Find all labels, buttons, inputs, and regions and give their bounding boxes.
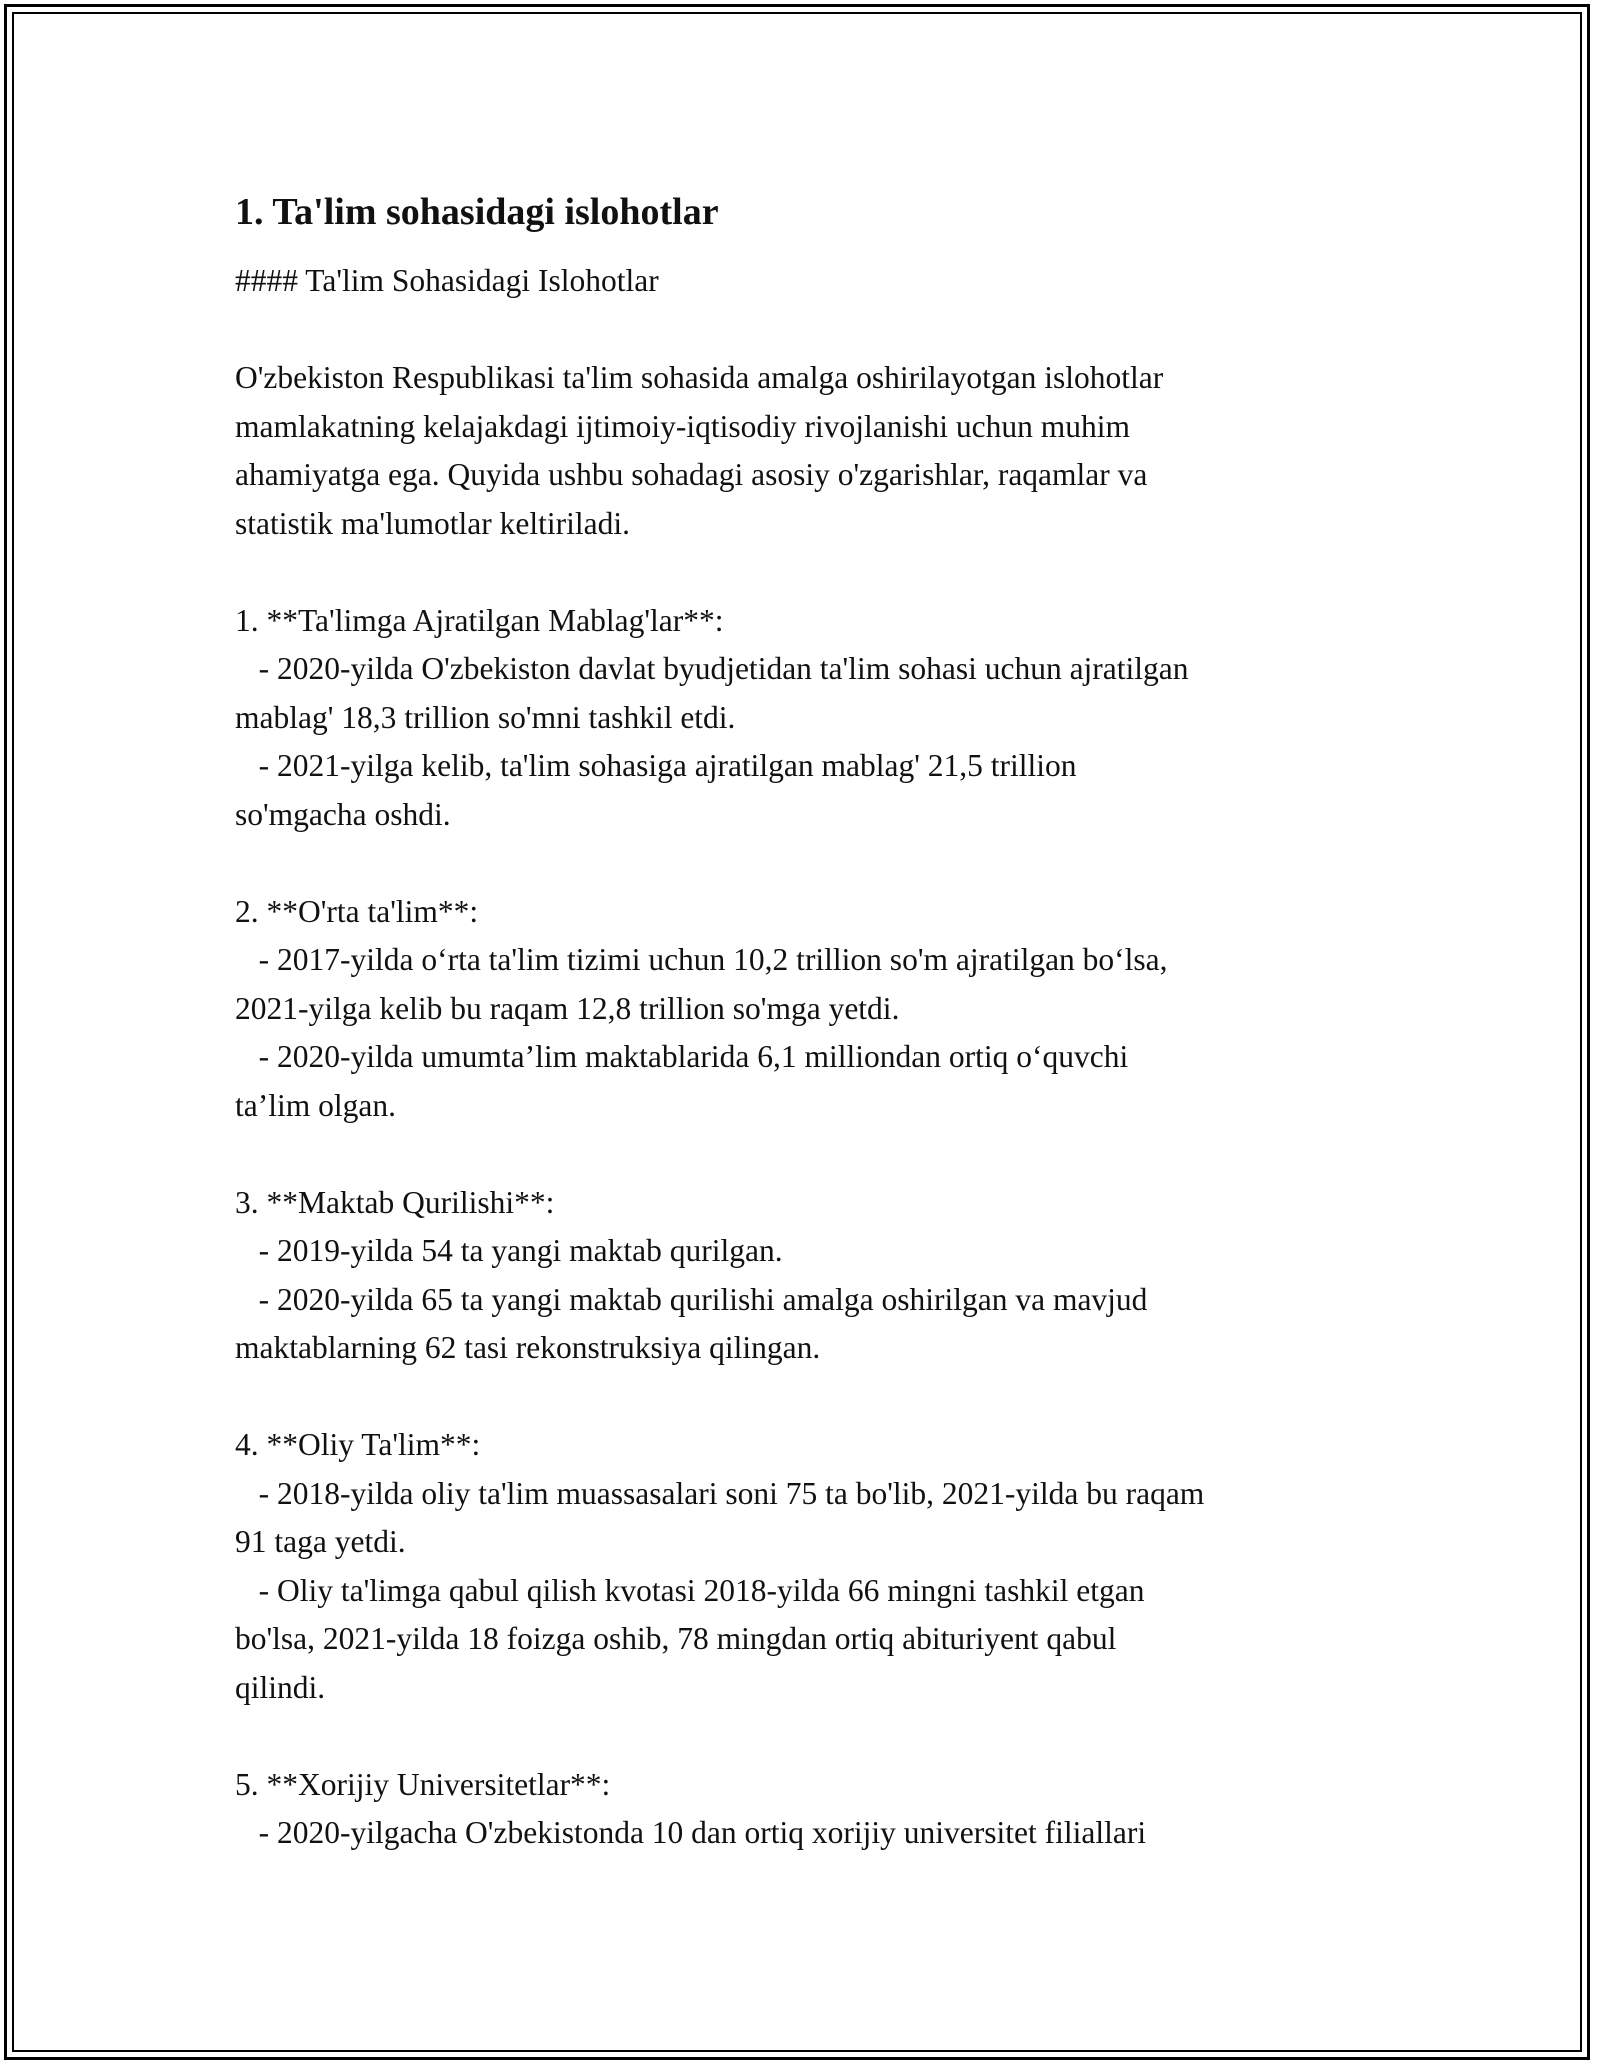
spacer: [235, 1712, 1385, 1761]
section-title: 4. **Oliy Ta'lim**:: [235, 1427, 481, 1462]
section-line: so'mgacha oshdi.: [235, 796, 451, 832]
intro-line: statistik ma'lumotlar keltiriladi.: [235, 505, 630, 541]
intro-line: ahamiyatga ega. Quyida ushbu sohadagi asosiy o'zgarishlar, raqamlar va: [235, 457, 1148, 492]
intro-paragraph: [235, 354, 1385, 548]
section-funding: [235, 597, 1385, 840]
section-secondary-education: [235, 888, 1385, 1131]
section-higher-education: [235, 1421, 1385, 1712]
document-body: [235, 186, 1385, 1858]
section-title: 5. **Xorijiy Universitetlar**:: [235, 1766, 611, 1802]
section-foreign-universities: [235, 1761, 1385, 1858]
section-school-construction: [235, 1179, 1385, 1373]
section-line: 91 taga yetdi.: [235, 1524, 406, 1559]
section-line: - 2019-yilda 54 ta yangi maktab qurilgan.: [235, 1233, 783, 1268]
spacer: [235, 306, 1385, 355]
section-line: - 2020-yilgacha O'zbekistonda 10 dan ortiq xorijiy universitet filiallari: [235, 1815, 1147, 1850]
section-line: bo'lsa, 2021-yilda 18 foizga oshib, 78 mingdan ortiq abituriyent qabul: [235, 1621, 1117, 1656]
section-line: maktablarning 62 tasi rekonstruksiya qilingan.: [235, 1330, 821, 1365]
spacer: [235, 548, 1385, 597]
spacer: [235, 1130, 1385, 1179]
intro-line: O'zbekiston Respublikasi ta'lim sohasida amalga oshirilayotgan islohotlar: [235, 360, 1164, 395]
section-title: 3. **Maktab Qurilishi**:: [235, 1184, 555, 1220]
page-title: 1. Ta'lim sohasidagi islohotlar: [235, 191, 719, 233]
section-line: - 2018-yilda oliy ta'lim muassasalari soni 75 ta bo'lib, 2021-yilda bu raqam: [235, 1475, 1205, 1511]
section-line: - 2020-yilda 65 ta yangi maktab qurilishi amalga oshirilgan va mavjud: [235, 1281, 1148, 1317]
spacer: [235, 1373, 1385, 1422]
subheading: #### Ta'lim Sohasidagi Islohotlar: [235, 263, 659, 298]
intro-line: mamlakatning kelajakdagi ijtimoiy-iqtisodiy rivojlanishi uchun muhim: [235, 408, 1130, 444]
spacer: [235, 839, 1385, 888]
section-line: - 2020-yilda O'zbekiston davlat byudjetidan ta'lim sohasi uchun ajratilgan: [235, 651, 1189, 686]
section-line: 2021-yilga kelib bu raqam 12,8 trillion so'mga yetdi.: [235, 990, 900, 1026]
section-line: - 2020-yilda umumta’lim maktablarida 6,1 milliondan ortiq o‘quvchi: [235, 1039, 1129, 1074]
section-line: - 2021-yilga kelib, ta'lim sohasiga ajratilgan mablag' 21,5 trillion: [235, 748, 1077, 783]
section-title: 1. **Ta'limga Ajratilgan Mablag'lar**:: [235, 602, 724, 638]
section-title: 2. **O'rta ta'lim**:: [235, 893, 479, 929]
section-line: mablag' 18,3 trillion so'mni tashkil etdi.: [235, 699, 736, 735]
section-line: qilindi.: [235, 1669, 326, 1705]
section-line: ta’lim olgan.: [235, 1087, 396, 1123]
section-line: - Oliy ta'limga qabul qilish kvotasi 2018-yilda 66 mingni tashkil etgan: [235, 1572, 1145, 1608]
section-line: - 2017-yilda o‘rta ta'lim tizimi uchun 10,2 trillion so'm ajratilgan bo‘lsa,: [235, 942, 1168, 977]
